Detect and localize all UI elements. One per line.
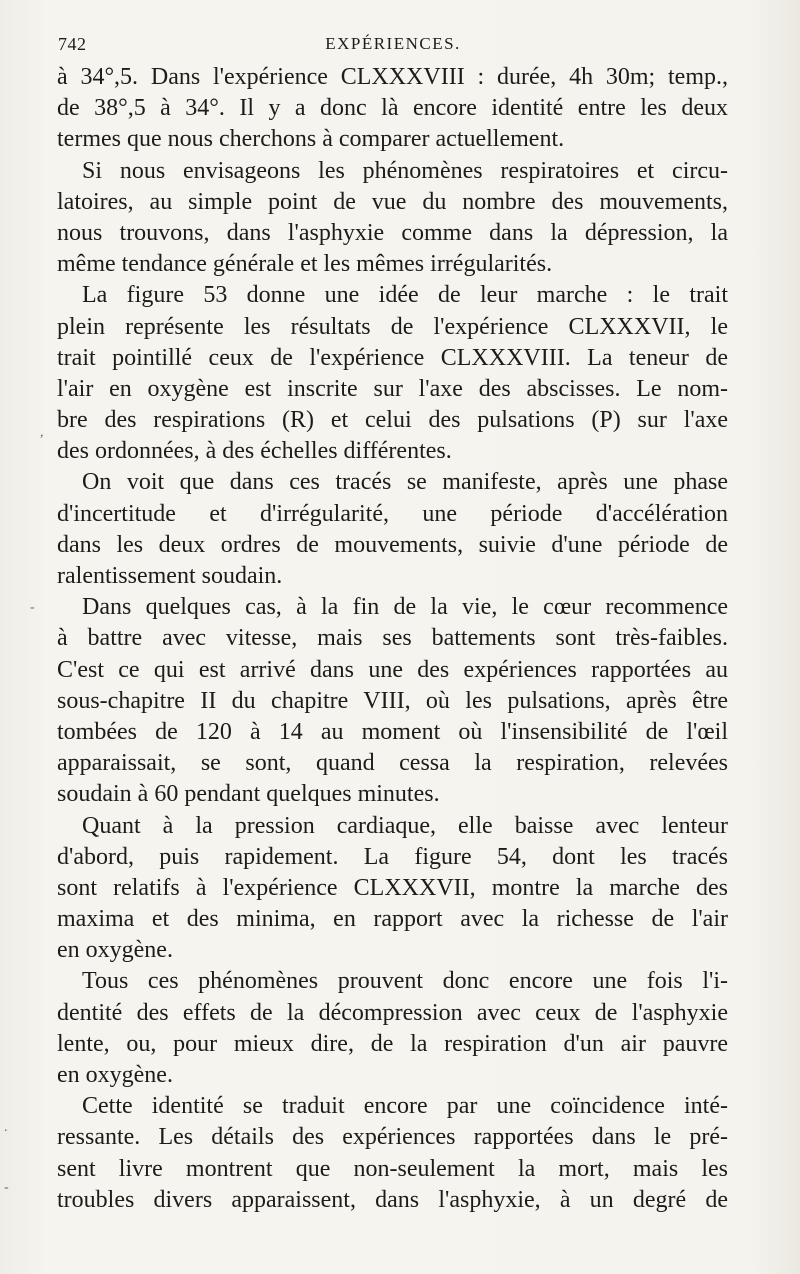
text-line: Quant à la pression cardiaque, elle baisse avec lenteur — [82, 812, 728, 839]
margin-mark: - — [30, 600, 35, 615]
text-line: bre des respirations (R) et celui des pulsations (P) sur l'axe — [57, 407, 728, 434]
text-line: Tous ces phénomènes prouvent donc encore une fois l'i- — [82, 968, 728, 995]
text-line: On voit que dans ces tracés se manifeste, après une phase — [82, 469, 728, 496]
text-line: maxima et des minima, en rapport avec la richesse de l'air — [57, 906, 728, 933]
text-line: en oxygène. — [57, 1062, 173, 1088]
text-line: latoires, au simple point de vue du nombre des mouvements, — [57, 188, 728, 215]
text-line: de 38°,5 à 34°. Il y a donc là encore identité entre les deux — [57, 95, 728, 122]
text-line: dans les deux ordres de mouvements, suivie d'une période de — [57, 531, 728, 558]
text-line: des ordonnées, à des échelles différentes. — [57, 438, 452, 465]
text-line: en oxygène. — [57, 937, 173, 964]
text-line: sent livre montrent que non-seulement la mort, mais les — [57, 1155, 728, 1182]
margin-mark: - — [4, 1180, 9, 1195]
text-line: La figure 53 donne une idée de leur marche : le trait — [82, 282, 728, 309]
text-line: d'incertitude et d'irrégularité, une période d'accélération — [57, 500, 728, 527]
text-line: à 34°,5. Dans l'expérience CLXXXVIII : durée, 4h 30m; temp., — [57, 64, 728, 90]
margin-mark: . — [4, 1120, 8, 1135]
text-line: sont relatifs à l'expérience CLXXXVII, montre la marche des — [57, 874, 728, 901]
text-line: soudain à 60 pendant quelques minutes. — [57, 781, 440, 808]
text-line: Cette identité se traduit encore par une coïncidence inté- — [82, 1093, 728, 1120]
page-header — [58, 34, 728, 58]
text-line: troubles divers apparaissent, dans l'asphyxie, à un degré de — [57, 1186, 728, 1213]
text-line: apparaissait, se sont, quand cessa la respiration, relevées — [57, 750, 728, 777]
running-head: EXPÉRIENCES. — [325, 34, 461, 53]
margin-mark: , — [40, 425, 44, 440]
text-line: termes que nous cherchons à comparer actuellement. — [57, 126, 565, 153]
text-line: plein représente les résultats de l'expérience CLXXXVII, le — [57, 313, 728, 340]
text-line: ressante. Les détails des expériences rapportées dans le pré- — [57, 1124, 728, 1151]
text-line: même tendance générale et les mêmes irrégularités. — [57, 251, 553, 278]
text-line: sous-chapitre II du chapitre VIII, où les pulsations, après être — [57, 687, 728, 714]
text-line: dentité des effets de la décompression avec ceux de l'asphyxie — [57, 999, 728, 1026]
text-line: ralentissement soudain. — [57, 563, 283, 589]
text-line: à battre avec vitesse, mais ses battements sont très-faibles. — [57, 625, 728, 652]
body-text — [57, 62, 728, 1216]
text-line: d'abord, puis rapidement. La figure 54, dont les tracés — [57, 843, 728, 870]
text-line: Dans quelques cas, à la fin de la vie, le cœur recommence — [82, 594, 728, 621]
text-line: C'est ce qui est arrivé dans une des expériences rapportées au — [57, 656, 728, 683]
text-line: lente, ou, pour mieux dire, de la respiration d'un air pauvre — [57, 1030, 728, 1057]
text-line: tombées de 120 à 14 au moment où l'insensibilité de l'œil — [57, 718, 728, 745]
page-number: 742 — [58, 34, 87, 54]
text-line: trait pointillé ceux de l'expérience CLXXXVIII. La teneur de — [57, 344, 728, 371]
text-line: Si nous envisageons les phénomènes respiratoires et circu- — [82, 157, 728, 184]
text-line: l'air en oxygène est inscrite sur l'axe des abscisses. Le nom- — [57, 375, 728, 402]
text-line: nous trouvons, dans l'asphyxie comme dans la dépression, la — [57, 219, 728, 246]
